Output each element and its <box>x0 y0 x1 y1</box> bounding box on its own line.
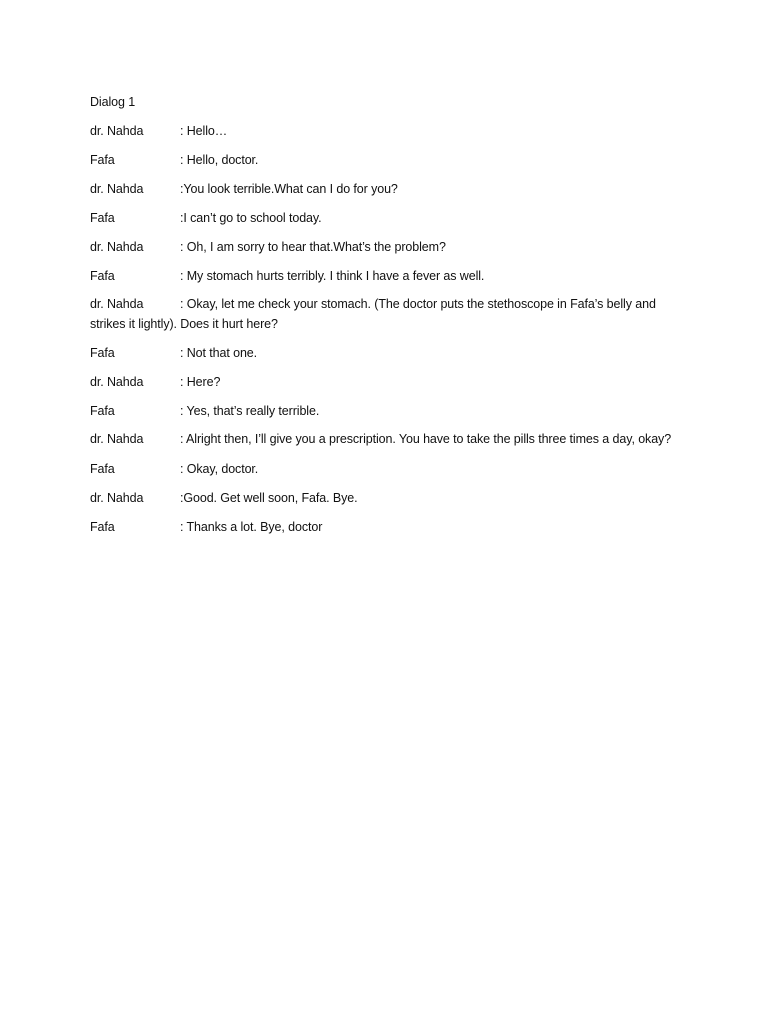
dialog-line <box>90 181 680 197</box>
dialog-line <box>90 123 680 139</box>
dialog-line <box>90 490 680 506</box>
speaker-name: Fafa <box>90 404 115 418</box>
dialog-text: : Here? <box>180 375 221 389</box>
dialog-line <box>90 239 680 255</box>
dialog-text: : Yes, that’s really terrible. <box>180 404 320 418</box>
dialog-text: : Thanks a lot. Bye, doctor <box>180 519 323 534</box>
dialog-line <box>90 519 680 535</box>
speaker-name: Fafa <box>90 153 115 167</box>
dialog-text: : Okay, let me check your stomach. (The doctor puts the stethoscope in Fafa’s belly and strikes it lightly). Does it hurt here? <box>90 297 656 331</box>
document-title: Dialog 1 <box>90 95 136 109</box>
speaker-name: dr. Nahda <box>90 432 144 446</box>
dialog-text: : My stomach hurts terribly. I think I have a fever as well. <box>180 269 485 283</box>
dialog-line <box>90 345 680 361</box>
dialog-line <box>90 152 680 168</box>
dialog-text: :I can’t go to school today. <box>180 211 322 225</box>
speaker-name: dr. Nahda <box>90 490 144 505</box>
speaker-name: Fafa <box>90 211 115 225</box>
speaker-name: dr. Nahda <box>90 297 144 311</box>
dialog-line <box>90 268 680 284</box>
speaker-name: dr. Nahda <box>90 124 144 138</box>
speaker-name: dr. Nahda <box>90 182 144 196</box>
dialog-line <box>90 210 680 226</box>
speaker-name: Fafa <box>90 346 115 360</box>
dialog <box>90 123 680 548</box>
dialog-line <box>90 374 680 390</box>
dialog-line <box>90 461 680 477</box>
dialog-text: :You look terrible.What can I do for you? <box>180 182 398 196</box>
dialog-text: : Alright then, I’ll give you a prescription. You have to take the pills three times a day, okay? <box>180 432 672 446</box>
dialog-text: : Hello, doctor. <box>180 153 259 167</box>
dialog-text: : Okay, doctor. <box>180 461 259 476</box>
dialog-text: :Good. Get well soon, Fafa. Bye. <box>180 490 358 505</box>
speaker-name: Fafa <box>90 269 115 283</box>
dialog-line <box>90 430 680 450</box>
speaker-name: dr. Nahda <box>90 375 144 389</box>
dialog-line <box>90 295 680 334</box>
speaker-name: Fafa <box>90 461 115 476</box>
speaker-name: dr. Nahda <box>90 240 144 254</box>
dialog-text: : Oh, I am sorry to hear that.What’s the problem? <box>180 240 446 254</box>
dialog-text: : Hello… <box>180 124 228 138</box>
dialog-text: : Not that one. <box>180 346 258 360</box>
dialog-line <box>90 403 680 419</box>
speaker-name: Fafa <box>90 519 115 534</box>
